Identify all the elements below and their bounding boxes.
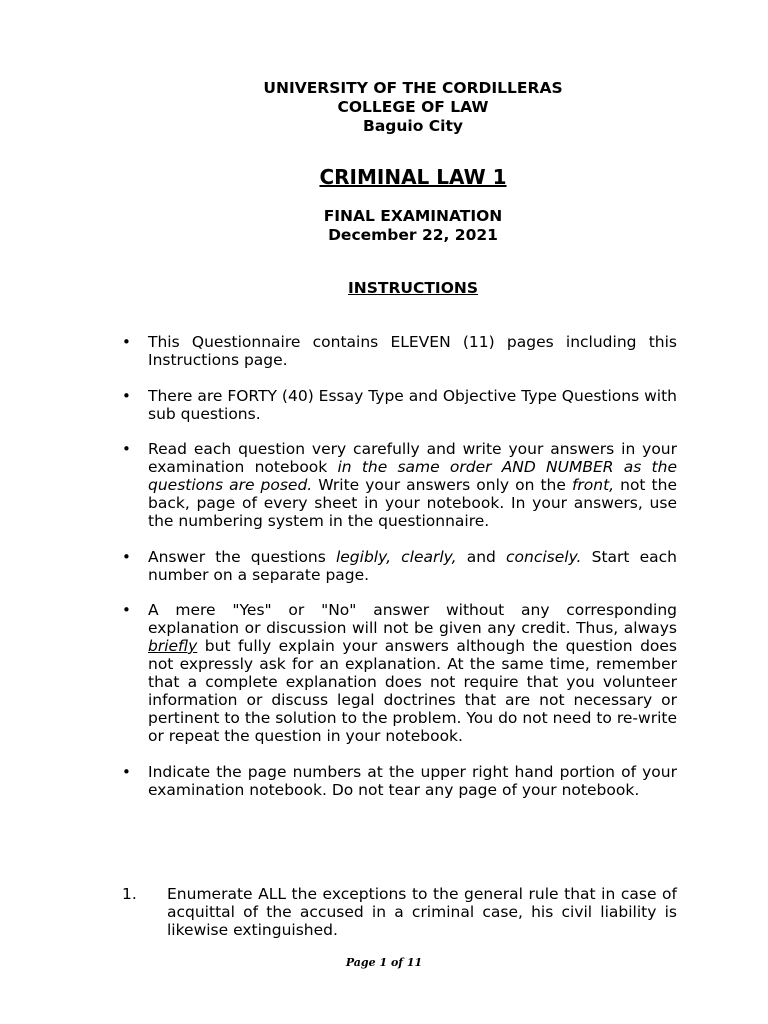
question-number: 1. xyxy=(122,885,137,903)
instruction-text: This Questionnaire contains ELEVEN (11) pages including this Instructions page. xyxy=(148,333,677,369)
instruction-item xyxy=(122,548,677,584)
instruction-emphasis: in the same order AND NUMBER as the questions are posed. xyxy=(148,458,677,494)
bullet-icon: • xyxy=(122,440,131,458)
instruction-text: Indicate the page numbers at the upper right hand portion of your examination notebook. Do not tear any page of your notebook. xyxy=(148,762,677,799)
bullet-icon: • xyxy=(122,601,131,619)
instruction-emphasis: concisely. xyxy=(506,547,582,566)
instruction-text: Start each number on a separate page. xyxy=(148,547,677,584)
instructions-heading: INSTRUCTIONS xyxy=(347,279,479,297)
instruction-item xyxy=(122,333,677,369)
exam-info xyxy=(0,207,768,245)
instruction-item xyxy=(122,601,677,745)
instruction-text: not the back, page of every sheet in your notebook. In your answers, use the numbering system in the questionnaire. xyxy=(148,476,677,530)
page-footer xyxy=(0,956,768,969)
instruction-text: Answer the questions xyxy=(148,547,336,566)
instruction-text: but fully explain your answers although the question does not expressly ask for an explanation. At the same time, remember that a complete explanation does not require that you volunteer information or discuss legal doctrines that are not necessary or pertinent to the solution to the problem. You do not need to re-write or repeat the question in your notebook. xyxy=(148,637,677,745)
instruction-text: There are FORTY (40) Essay Type and Objective Type Questions with sub questions. xyxy=(148,386,678,423)
page-word: Page xyxy=(345,956,376,969)
question-1 xyxy=(122,885,677,939)
college-name: COLLEGE OF LAW xyxy=(337,98,489,116)
bullet-icon: • xyxy=(122,386,131,405)
instruction-text: A mere "Yes" or "No" answer without any corresponding explanation or discussion will not be given any credit. Thus, always xyxy=(148,601,677,637)
page-of-word: of xyxy=(390,956,404,969)
page-current: 1 xyxy=(379,956,388,969)
instruction-item xyxy=(122,387,677,423)
exam-date: December 22, 2021 xyxy=(328,226,498,244)
bullet-icon: • xyxy=(122,762,131,781)
question-text: Enumerate ALL the exceptions to the general rule that in case of acquittal of the accused in a criminal case, his civil liability is likewise extinguished. xyxy=(167,885,677,939)
bullet-icon: • xyxy=(122,333,131,351)
page-total: 11 xyxy=(406,956,423,969)
exam-type: FINAL EXAMINATION xyxy=(323,207,503,225)
school-header xyxy=(0,79,768,136)
instruction-text: Read each question very carefully and write your answers in your examination notebook xyxy=(148,440,677,476)
instruction-item xyxy=(122,763,677,799)
university-name: UNIVERSITY OF THE CORDILLERAS xyxy=(263,79,563,97)
instruction-emphasis: front, xyxy=(571,476,615,494)
instruction-emphasis: legibly, clearly, xyxy=(335,547,457,566)
instruction-text: and xyxy=(456,547,506,566)
course-title: CRIMINAL LAW 1 xyxy=(319,165,507,189)
bullet-icon: • xyxy=(122,547,131,566)
city-name: Baguio City xyxy=(363,117,463,135)
instruction-item xyxy=(122,440,677,530)
instruction-text: Write your answers only on the xyxy=(312,476,572,494)
instructions-list xyxy=(122,333,677,816)
instruction-emphasis: briefly xyxy=(148,637,198,655)
